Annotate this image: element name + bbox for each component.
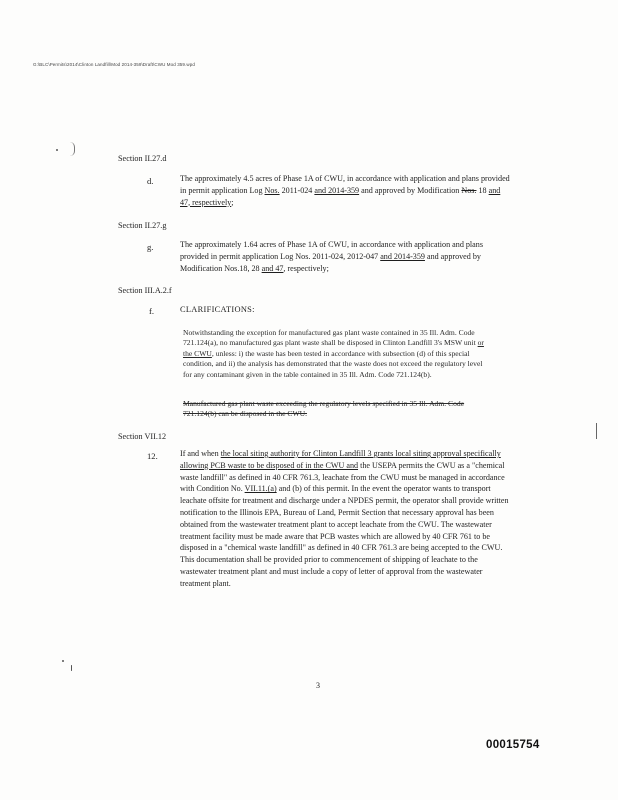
item-letter: d. xyxy=(147,176,154,186)
clarification-paragraph: Notwithstanding the exception for manufactured gas plant waste contained in 35 Ill. Adm. Code 721.124(a), no manufactured gas plant waste shall be disposed in Clinton Landfill 3's MSW unit or the CWU, unless: i) the waste has been tested in accordance with subsection (d) of this special condition, and ii) the analysis has demonstrated that the waste does not exceed the regulatory level for any contaminant given in the table contained in 35 Ill. Adm. Code 721.124(b). xyxy=(183,328,484,379)
section-label: Section II.27.d xyxy=(118,154,167,163)
condition-paragraph: The approximately 4.5 acres of Phase 1A of CWU, in accordance with application and plans provided in permit application Log Nos. 2011-024 and 2014-359 and approved by Modification Nos. 18 and 47, respectively; xyxy=(180,174,510,207)
condition-paragraph: The approximately 1.64 acres of Phase 1A of CWU, in accordance with application and plans provided in permit application Log Nos. 2011-024, 2012-047 and 2014-359 and approved by Modification Nos.18, 28 and 47, respectively; xyxy=(180,240,483,273)
bates-number: 00015754 xyxy=(486,739,540,751)
item-letter: g. xyxy=(147,242,154,252)
scan-speck xyxy=(56,149,58,151)
section-label: Section VII.12 xyxy=(118,432,167,441)
page-number: 3 xyxy=(316,681,320,690)
scan-speck xyxy=(71,665,72,671)
deleted-paragraph: Manufactured gas plant waste exceeding the regulatory levels specified in 35 Ill. Adm. Code 721.124(b) can be disposed in the CWU. xyxy=(183,399,465,419)
condition-paragraph: If and when the local siting authority for Clinton Landfill 3 grants local siting approval specifically allowing PCB waste to be disposed of in the CWU and the USEPA permits the CWU as a "chemical waste landfill" as defined in 40 CFR 761.3, leachate from the CWU must be managed in accordance with Condition No. VII.11.(a) and (b) of this permit. In the event the operator wants to transport leachate offsite for treatment and discharge under a NPDES permit, the operator shall provide written notification to the Illinois EPA, Bureau of Land, Permit Section that necessary approval has been obtained from the wastewater treatment plant to accept leachate from the CWU. The wastewater treatment facility must be made aware that PCB wastes which are allowed by 40 CFR 761 to be disposed in a "chemical waste landfill" as defined in 40 CFR 761.3 are being accepted to the CWU. This documentation shall be provided prior to commencement of shipping of leachate to the wastewater treatment plant and must include a copy of letter of approval from the wastewater treatment plant. xyxy=(180,449,509,588)
section-label: Section II.27.g xyxy=(118,221,167,230)
scan-mark xyxy=(70,142,75,156)
section-label: Section III.A.2.f xyxy=(118,286,172,295)
file-path-header: G:\BLC\Permits\2014\Clinton Landfill\Mod 2014-359\Draft\CWU Mod 359.wpd xyxy=(33,62,195,67)
scan-line xyxy=(596,423,597,439)
item-letter: 12. xyxy=(147,451,158,461)
item-letter: f. xyxy=(149,306,155,316)
clarifications-heading: CLARIFICATIONS: xyxy=(180,305,255,314)
scan-speck xyxy=(62,660,64,662)
